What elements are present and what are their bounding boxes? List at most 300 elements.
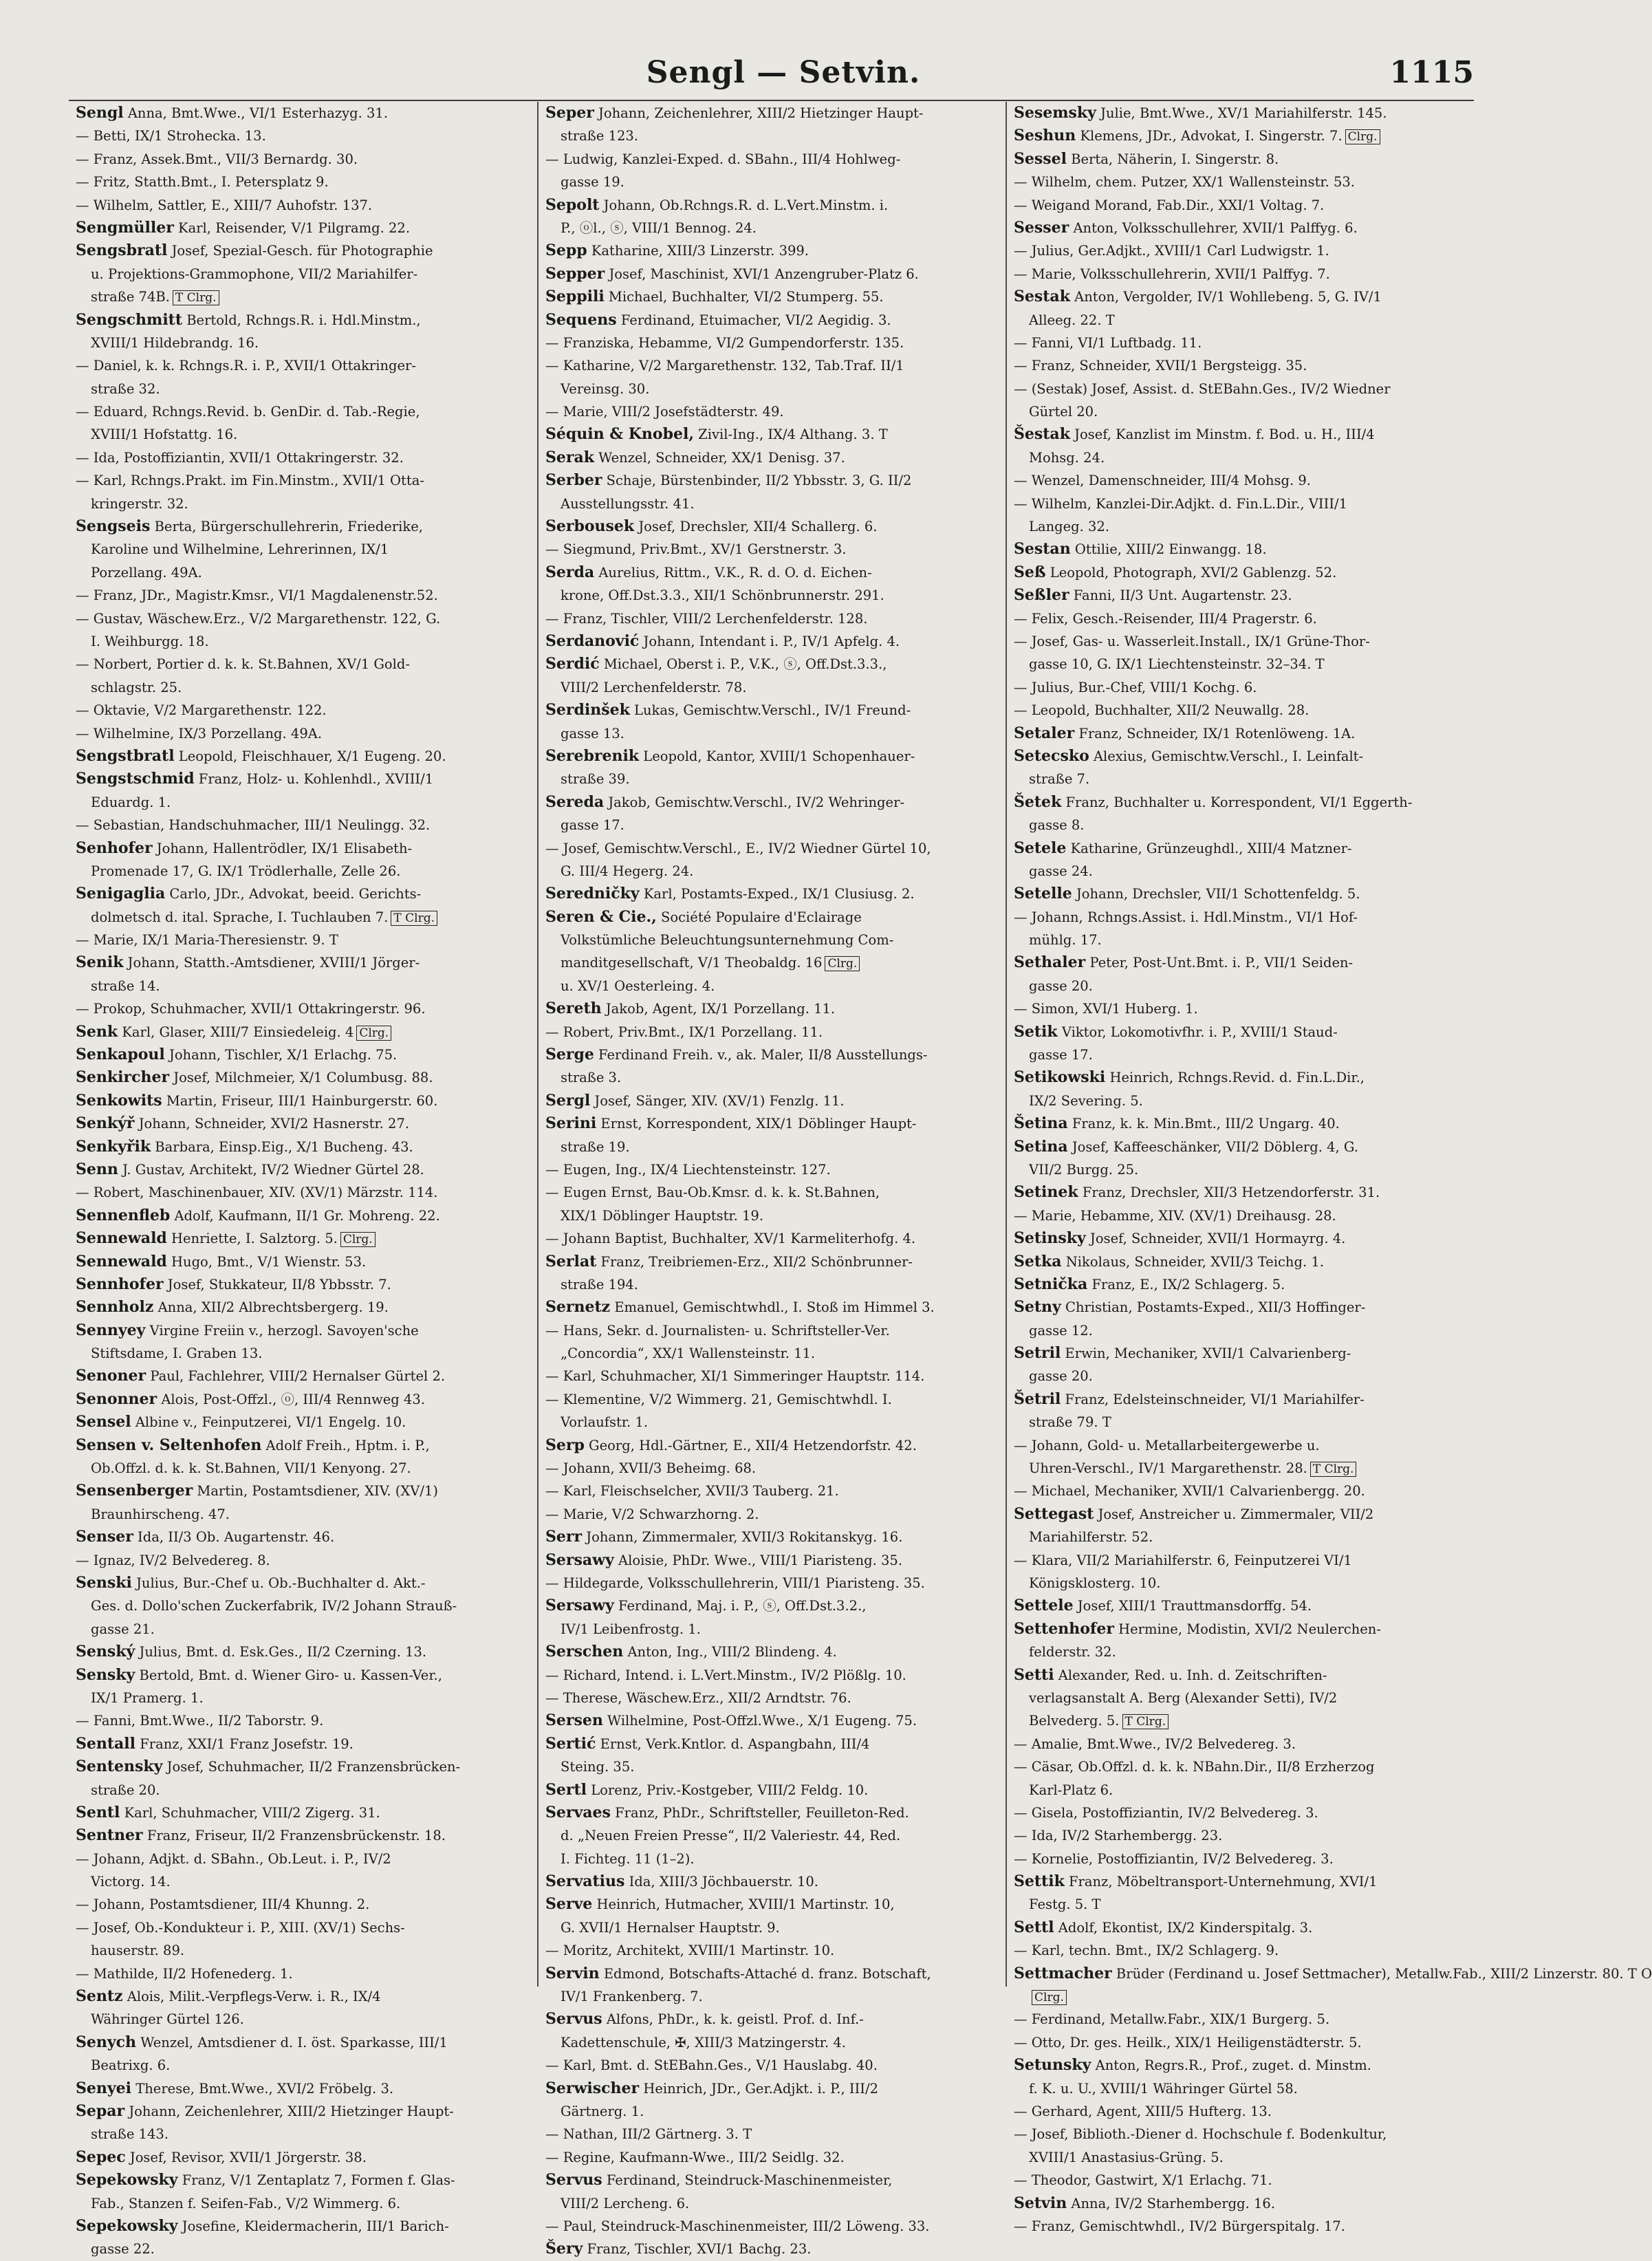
directory-entry bbox=[76, 239, 530, 262]
entry-text: u. Projektions-Grammophone, VII/2 Mariahilfer- bbox=[91, 266, 418, 282]
entry-surname: Setnička bbox=[1014, 1275, 1088, 1293]
entry-text: Alfons, PhDr., k. k. geistl. Prof. d. Inf.- bbox=[602, 2011, 864, 2028]
entry-text: Fanni, II/3 Unt. Augartenstr. 23. bbox=[1069, 587, 1292, 604]
directory-entry bbox=[1014, 125, 1467, 147]
directory-entry bbox=[1014, 217, 1467, 239]
entry-continuation bbox=[76, 791, 530, 814]
sub-entry bbox=[1014, 1848, 1467, 1870]
sub-entry bbox=[545, 607, 999, 630]
entry-text: Anna, XII/2 Albrechtsbergerg. 19. bbox=[153, 1299, 389, 1316]
entry-text: Nikolaus, Schneider, XVII/3 Teichg. 1. bbox=[1061, 1253, 1324, 1270]
entry-text: VIII/2 Lercheng. 6. bbox=[561, 2195, 690, 2211]
entry-surname: Sertić bbox=[545, 1734, 596, 1753]
entry-text: — Franz, Schneider, XVII/1 Bergsteigg. 35. bbox=[1014, 358, 1307, 374]
entry-text: Eduardg. 1. bbox=[91, 794, 171, 810]
entry-continuation bbox=[76, 630, 530, 653]
entry-text: — Julius, Bur.-Chef, VIII/1 Kochg. 6. bbox=[1014, 679, 1257, 695]
entry-surname: Servus bbox=[545, 2171, 602, 2189]
sub-entry bbox=[76, 929, 530, 951]
sub-entry bbox=[545, 354, 999, 377]
sub-entry bbox=[76, 400, 530, 423]
directory-entry bbox=[76, 2215, 530, 2238]
entry-text: IV/1 Leibenfrostg. 1. bbox=[561, 1621, 701, 1637]
entry-continuation bbox=[545, 217, 999, 239]
entry-continuation bbox=[76, 1618, 530, 1641]
sub-entry bbox=[545, 1158, 999, 1181]
entry-continuation bbox=[76, 1503, 530, 1526]
entry-text: J. Gustav, Architekt, IV/2 Wiedner Gürtel 28. bbox=[118, 1161, 424, 1178]
directory-entry bbox=[545, 1709, 999, 1732]
entry-text: Josef, Stukkateur, II/8 Ybbsstr. 7. bbox=[163, 1276, 391, 1292]
entry-surname: Senik bbox=[76, 953, 124, 972]
entry-text: verlagsanstalt A. Berg (Alexander Setti), IV/2 bbox=[1029, 1689, 1338, 1706]
entry-text: gasse 24. bbox=[1029, 863, 1093, 879]
directory-entry bbox=[76, 837, 530, 860]
entry-text: Aloisie, PhDr. Wwe., VIII/1 Piaristeng. 35. bbox=[613, 1552, 903, 1568]
entry-continuation bbox=[1014, 1641, 1467, 1663]
entry-continuation bbox=[1014, 1779, 1467, 1802]
directory-entry bbox=[1014, 1664, 1467, 1687]
entry-text: — Sebastian, Handschuhmacher, III/1 Neulingg. 32. bbox=[76, 817, 431, 834]
entry-surname: Sepolt bbox=[545, 195, 600, 214]
entry-surname: Seshun bbox=[1014, 127, 1076, 145]
entry-surname: Sestak bbox=[1014, 288, 1070, 306]
entry-text: Heinrich, Rchngs.Revid. d. Fin.L.Dir., bbox=[1105, 1070, 1365, 1086]
entry-surname: Sennewald bbox=[76, 1252, 167, 1270]
entry-text: Braunhirscheng. 47. bbox=[91, 1506, 230, 1522]
entry-text: Karl, Postamts-Exped., IX/1 Clusiusg. 2. bbox=[639, 886, 915, 902]
entry-continuation bbox=[545, 1066, 999, 1089]
entry-continuation bbox=[545, 1618, 999, 1641]
entry-text: Josef, Schuhmacher, II/2 Franzensbrücken- bbox=[162, 1759, 461, 1775]
directory-entry bbox=[545, 1733, 999, 1755]
entry-text: — Eduard, Rchngs.Revid. b. GenDir. d. Tab.-Regie, bbox=[76, 404, 420, 420]
directory-entry bbox=[545, 2008, 999, 2031]
entry-text: straße 20. bbox=[91, 1782, 160, 1798]
entry-text: Ottilie, XIII/2 Einwangg. 18. bbox=[1070, 541, 1267, 558]
entry-text: — Wilhelm, Sattler, E., XIII/7 Auhofstr. 137. bbox=[76, 197, 373, 213]
entry-text: felderstr. 32. bbox=[1029, 1644, 1116, 1660]
entry-text: Therese, Bmt.Wwe., XVI/2 Fröbelg. 3. bbox=[131, 2080, 394, 2097]
entry-continuation bbox=[1014, 1365, 1467, 1387]
directory-entry bbox=[1014, 837, 1467, 860]
entry-text: — Prokop, Schuhmacher, XVII/1 Ottakringerstr. 96. bbox=[76, 1001, 426, 1017]
entry-text: — Weigand Morand, Fab.Dir., XXI/1 Voltag. 7. bbox=[1014, 197, 1325, 213]
entry-surname: Serr bbox=[545, 1528, 583, 1546]
entry-surname: Serp bbox=[545, 1436, 585, 1454]
entry-text: — Johann, XVII/3 Beheimg. 68. bbox=[545, 1460, 757, 1477]
directory-entry bbox=[545, 1549, 999, 1572]
sub-entry bbox=[1014, 1204, 1467, 1227]
entry-text: Ob.Offzl. d. k. k. St.Bahnen, VII/1 Kenyong. 27. bbox=[91, 1460, 411, 1477]
sub-entry bbox=[545, 1687, 999, 1709]
entry-continuation bbox=[1014, 2077, 1467, 2100]
entry-text: — Franziska, Hebamme, VI/2 Gumpendorferstr. 135. bbox=[545, 334, 904, 351]
entry-text: — Johann, Gold- u. Metallarbeitergewerbe u. bbox=[1014, 1437, 1320, 1453]
sub-entry bbox=[545, 1227, 999, 1250]
entry-text: — Nathan, III/2 Gärtnerg. 3. T bbox=[545, 2126, 752, 2143]
entry-surname: Serschen bbox=[545, 1643, 624, 1661]
entry-text: — Josef, Gemischtw.Verschl., E., IV/2 Wiedner Gürtel 10, bbox=[545, 840, 931, 856]
entry-text: — Franz, Tischler, VIII/2 Lerchenfelderstr. 128. bbox=[545, 610, 868, 627]
entry-surname: Setunsky bbox=[1014, 2056, 1091, 2075]
entry-text: dolmetsch d. ital. Sprache, I. Tuchlauben 7. bbox=[91, 909, 389, 925]
entry-text: Johann, Tischler, X/1 Erlachg. 75. bbox=[164, 1047, 398, 1063]
entry-text: Henriette, I. Salztorg. 5. bbox=[166, 1231, 338, 1247]
directory-entry bbox=[545, 1434, 999, 1457]
directory-entry bbox=[545, 1893, 999, 1916]
directory-entry bbox=[1014, 1388, 1467, 1411]
directory-entry bbox=[545, 1043, 999, 1066]
entry-text: Festg. 5. T bbox=[1029, 1896, 1101, 1913]
entry-continuation bbox=[76, 1779, 530, 1802]
entry-surname: Senkircher bbox=[76, 1068, 170, 1087]
entry-text: Alois, Milit.-Verpflegs-Verw. i. R., IX/4 bbox=[122, 1989, 381, 2005]
entry-text: G. III/4 Hegerg. 24. bbox=[561, 863, 694, 879]
entry-surname: Sentz bbox=[76, 1987, 123, 2006]
directory-entry bbox=[1014, 883, 1467, 905]
entry-text: Christian, Postamts-Exped., XII/3 Hoffinger- bbox=[1061, 1299, 1366, 1316]
sub-entry bbox=[76, 1962, 530, 1985]
entry-text: — Marie, VIII/2 Josefstädterstr. 49. bbox=[545, 404, 784, 420]
entry-text: Edmond, Botschafts-Attaché d. franz. Botschaft, bbox=[599, 1965, 931, 1982]
entry-text: I. Fichteg. 11 (1–2). bbox=[561, 1850, 695, 1867]
directory-entry bbox=[1014, 1962, 1652, 1985]
entry-continuation bbox=[76, 538, 530, 561]
entry-text: — Simon, XVI/1 Huberg. 1. bbox=[1014, 1001, 1198, 1017]
entry-surname: Sessel bbox=[1014, 149, 1067, 168]
entry-continuation bbox=[1014, 446, 1467, 469]
entry-surname: Sepp bbox=[545, 241, 587, 260]
entry-text: Société Populaire d'Eclairage bbox=[656, 909, 862, 925]
sub-entry bbox=[545, 1503, 999, 1526]
entry-surname: Setecsko bbox=[1014, 746, 1089, 765]
directory-entry bbox=[545, 446, 999, 469]
entry-surname: Serve bbox=[545, 1895, 593, 1914]
page-header bbox=[0, 55, 1567, 103]
directory-entry bbox=[1014, 745, 1467, 768]
entry-text: Lorenz, Priv.-Kostgeber, VIII/2 Feldg. 10. bbox=[587, 1782, 869, 1798]
entry-text: Alois, Post-Offzl., ⓞ, III/4 Rennweg 43. bbox=[157, 1391, 425, 1407]
directory-entry bbox=[545, 2077, 999, 2100]
sub-entry bbox=[76, 1549, 530, 1572]
entry-text: u. XV/1 Oesterleing. 4. bbox=[561, 977, 715, 994]
entry-text: gasse 21. bbox=[91, 1621, 155, 1637]
entry-text: Erwin, Mechaniker, XVII/1 Calvarienberg- bbox=[1061, 1345, 1351, 1362]
entry-text: Alleeg. 22. T bbox=[1029, 312, 1115, 328]
entry-text: — Kornelie, Postoffiziantin, IV/2 Belvedereg. 3. bbox=[1014, 1850, 1334, 1867]
entry-text: Hermine, Modistin, XVI/2 Neulerchen- bbox=[1113, 1621, 1381, 1637]
entry-surname: Sepekowsky bbox=[76, 2216, 178, 2235]
entry-surname: Serge bbox=[545, 1046, 594, 1064]
entry-continuation bbox=[545, 1916, 999, 1939]
entry-text: Adolf, Ekontist, IX/2 Kinderspitalg. 3. bbox=[1054, 1919, 1313, 1936]
entry-text: — Wilhelm, Kanzlei-Dir.Adjkt. d. Fin.L.Dir., VIII/1 bbox=[1014, 495, 1347, 512]
entry-surname: Servin bbox=[545, 1964, 600, 1982]
entry-surname: Sesser bbox=[1014, 218, 1069, 237]
entry-surname: Settl bbox=[1014, 1918, 1054, 1936]
entry-text: — Klara, VII/2 Mariahilferstr. 6, Feinputzerei VI/1 bbox=[1014, 1552, 1352, 1568]
entry-text: Viktor, Lokomotivfhr. i. P., XVIII/1 Staud- bbox=[1057, 1024, 1338, 1040]
entry-surname: Sestan bbox=[1014, 540, 1071, 559]
directory-entry bbox=[545, 1802, 999, 1824]
sub-entry bbox=[545, 1021, 999, 1043]
entry-text: Wenzel, Amtsdiener d. I. öst. Sparkasse, III/1 bbox=[136, 2034, 448, 2051]
entry-surname: Sensel bbox=[76, 1413, 131, 1431]
entry-continuation bbox=[1014, 653, 1467, 675]
entry-text: gasse 19. bbox=[561, 174, 624, 191]
entry-text: Adolf Freih., Hptm. i. P., bbox=[261, 1437, 430, 1453]
entry-text: — Karl, Schuhmacher, XI/1 Simmeringer Hauptstr. 114. bbox=[545, 1368, 925, 1385]
directory-entry bbox=[76, 1296, 530, 1319]
entry-text: Josefine, Kleidermacherin, III/1 Barich- bbox=[177, 2218, 449, 2234]
entry-text: gasse 22. bbox=[91, 2241, 155, 2258]
sub-entry bbox=[76, 814, 530, 836]
entry-text: — Hans, Sekr. d. Journalisten- u. Schriftsteller-Ver. bbox=[545, 1322, 890, 1339]
entry-text: — Ferdinand, Metallw.Fabr., XIX/1 Burgerg. 5. bbox=[1014, 2011, 1330, 2028]
entry-surname: Sennyey bbox=[76, 1321, 146, 1339]
entry-surname: Sepec bbox=[76, 2148, 126, 2166]
entry-text: — Julius, Ger.Adjkt., XVIII/1 Carl Ludwigstr. 1. bbox=[1014, 243, 1329, 259]
directory-entry bbox=[545, 2238, 999, 2260]
clearing-marker: T Clrg. bbox=[391, 911, 437, 926]
entry-continuation bbox=[545, 1273, 999, 1296]
entry-surname: Sersen bbox=[545, 1711, 603, 1730]
entry-text: XVIII/1 Anastasius-Grüng. 5. bbox=[1029, 2149, 1224, 2165]
directory-entry bbox=[76, 2031, 530, 2054]
entry-text: IX/1 Pramerg. 1. bbox=[91, 1689, 204, 1706]
entry-text: — Eugen, Ing., IX/4 Liechtensteinstr. 127. bbox=[545, 1161, 831, 1178]
directory-entry bbox=[545, 653, 999, 675]
entry-text: — Amalie, Bmt.Wwe., IV/2 Belvedereg. 3. bbox=[1014, 1735, 1296, 1752]
entry-continuation bbox=[76, 906, 530, 929]
directory-entry bbox=[1014, 1181, 1467, 1204]
entry-text: Johann, Hallentrödler, IX/1 Elisabeth- bbox=[152, 840, 413, 856]
entry-surname: Setaler bbox=[1014, 724, 1075, 742]
directory-columns bbox=[69, 102, 1652, 2258]
sub-entry bbox=[76, 354, 530, 377]
entry-surname: Servatius bbox=[545, 1872, 625, 1891]
entry-text: straße 74B. bbox=[91, 289, 170, 305]
entry-surname: Sethaler bbox=[1014, 953, 1086, 972]
directory-entry bbox=[1014, 1618, 1467, 1641]
entry-text: Vorlaufstr. 1. bbox=[561, 1414, 649, 1431]
directory-entry bbox=[76, 768, 530, 790]
entry-continuation bbox=[545, 378, 999, 400]
entry-text: Währinger Gürtel 126. bbox=[91, 2011, 244, 2028]
entry-text: — Ludwig, Kanzlei-Exped. d. SBahn., III/4 Hohlweg- bbox=[545, 151, 901, 167]
sub-entry bbox=[1014, 630, 1467, 653]
sub-entry bbox=[1014, 2008, 1467, 2031]
directory-entry bbox=[1014, 285, 1467, 308]
entry-text: Jakob, Gemischtw.Verschl., IV/2 Wehringer- bbox=[604, 794, 904, 810]
entry-continuation bbox=[545, 814, 999, 836]
entry-continuation bbox=[545, 1411, 999, 1434]
entry-text: — Ignaz, IV/2 Belvedereg. 8. bbox=[76, 1552, 270, 1568]
entry-surname: Setti bbox=[1014, 1665, 1054, 1684]
entry-text: Franz, Schneider, IX/1 Rotenlöweng. 1A. bbox=[1074, 725, 1356, 742]
entry-continuation bbox=[76, 423, 530, 446]
entry-continuation bbox=[76, 1342, 530, 1365]
entry-text: Virgine Freiin v., herzogl. Savoyen'sche bbox=[145, 1322, 419, 1339]
entry-surname: Sereth bbox=[545, 999, 602, 1018]
entry-text: Anton, Ing., VIII/2 Blindeng. 4. bbox=[623, 1644, 837, 1660]
directory-entry bbox=[1014, 722, 1467, 745]
entry-text: Ausstellungsstr. 41. bbox=[561, 495, 695, 512]
entry-text: — Norbert, Portier d. k. k. St.Bahnen, XV/1 Gold- bbox=[76, 656, 410, 673]
sub-entry bbox=[1014, 2100, 1467, 2123]
entry-text: Wenzel, Schneider, XX/1 Denisg. 37. bbox=[594, 449, 845, 466]
entry-text: Josef, XIII/1 Trauttmansdorffg. 54. bbox=[1073, 1598, 1312, 1614]
directory-entry bbox=[1014, 1227, 1467, 1250]
entry-text: — Klementine, V/2 Wimmerg. 21, Gemischtwhdl. I. bbox=[545, 1391, 892, 1407]
directory-entry bbox=[1014, 561, 1467, 584]
entry-text: — Gisela, Postoffiziantin, IV/2 Belvedereg. 3. bbox=[1014, 1804, 1318, 1821]
directory-entry bbox=[76, 1572, 530, 1594]
entry-surname: Šery bbox=[545, 2240, 583, 2258]
entry-text: Bertold, Bmt. d. Wiener Giro- u. Kassen-Ver., bbox=[135, 1667, 442, 1683]
directory-entry bbox=[545, 515, 999, 538]
entry-text: Franz, Friseur, II/2 Franzensbrückenstr. 18. bbox=[142, 1828, 446, 1844]
entry-text: straße 14. bbox=[91, 977, 160, 994]
directory-entry bbox=[76, 1802, 530, 1824]
directory-entry bbox=[76, 217, 530, 239]
entry-text: Julie, Bmt.Wwe., XV/1 Mariahilferstr. 145. bbox=[1096, 105, 1387, 121]
entry-text: G. XVII/1 Hernalser Hauptstr. 9. bbox=[561, 1919, 780, 1936]
directory-entry bbox=[76, 745, 530, 768]
entry-text: — Regine, Kaufmann-Wwe., III/2 Seidlg. 32. bbox=[545, 2149, 845, 2165]
entry-text: Ernst, Korrespondent, XIX/1 Döblinger Haupt- bbox=[596, 1116, 917, 1132]
sub-entry bbox=[76, 997, 530, 1020]
entry-text: — Paul, Steindruck-Maschinenmeister, III/2 Löweng. 33. bbox=[545, 2218, 930, 2234]
sub-entry bbox=[1014, 1434, 1467, 1457]
entry-text: IX/2 Severing. 5. bbox=[1029, 1092, 1143, 1109]
entry-text: straße 194. bbox=[561, 1276, 638, 1292]
entry-continuation bbox=[545, 584, 999, 607]
entry-text: gasse 20. bbox=[1029, 1368, 1093, 1385]
entry-text: — Theodor, Gastwirt, X/1 Erlachg. 71. bbox=[1014, 2172, 1272, 2189]
entry-text: XVIII/1 Hofstattg. 16. bbox=[91, 426, 238, 443]
entry-text: VIII/2 Lerchenfelderstr. 78. bbox=[561, 679, 747, 695]
entry-surname: Settele bbox=[1014, 1597, 1074, 1615]
entry-continuation bbox=[1014, 309, 1467, 332]
directory-entry bbox=[76, 2146, 530, 2169]
entry-text: Josef, Sänger, XIV. (XV/1) Fenzlg. 11. bbox=[590, 1092, 845, 1109]
entry-text: — Siegmund, Priv.Bmt., XV/1 Gerstnerstr. 3. bbox=[545, 541, 847, 558]
entry-text: gasse 10, G. IX/1 Liechtensteinstr. 32–34. T bbox=[1029, 656, 1325, 673]
entry-surname: Šestak bbox=[1014, 425, 1070, 444]
entry-text: Franz, Buchhalter u. Korrespondent, VI/1 Eggerth- bbox=[1061, 794, 1413, 810]
entry-text: Ferdinand, Maj. i. P., ⓢ, Off.Dst.3.2., bbox=[613, 1598, 867, 1614]
entry-surname: Setele bbox=[1014, 839, 1067, 857]
entry-text: d. „Neuen Freien Presse“, II/2 Valeriestr. 44, Red. bbox=[561, 1828, 901, 1844]
entry-text: — Mathilde, II/2 Hofenederg. 1. bbox=[76, 1965, 293, 1982]
entry-surname: Senn bbox=[76, 1160, 118, 1178]
sub-entry bbox=[76, 148, 530, 171]
directory-entry bbox=[1014, 1021, 1467, 1043]
entry-surname: Setka bbox=[1014, 1252, 1062, 1270]
entry-surname: Serebrenik bbox=[545, 746, 640, 765]
entry-continuation bbox=[76, 1870, 530, 1893]
entry-text: Johann, Drechsler, VII/1 Schottenfeldg. 5. bbox=[1072, 886, 1360, 902]
entry-text: f. K. u. U., XVIII/1 Währinger Gürtel 58. bbox=[1029, 2080, 1298, 2097]
entry-surname: Sengstbratl bbox=[76, 746, 175, 765]
sub-entry bbox=[1014, 1755, 1467, 1778]
entry-text: mühlg. 17. bbox=[1029, 932, 1102, 949]
directory-entry bbox=[76, 1319, 530, 1342]
entry-text: — Karl, techn. Bmt., IX/2 Schlagerg. 9. bbox=[1014, 1943, 1279, 1959]
entry-surname: Séquin & Knobel, bbox=[545, 425, 694, 444]
entry-continuation bbox=[76, 2054, 530, 2077]
entry-surname: Setny bbox=[1014, 1298, 1061, 1317]
sub-entry bbox=[1014, 1733, 1467, 1755]
entry-text: gasse 17. bbox=[1029, 1047, 1093, 1063]
running-head: Sengl — Setvin. bbox=[646, 55, 921, 90]
directory-entry bbox=[545, 1526, 999, 1548]
entry-continuation bbox=[76, 1594, 530, 1617]
clearing-marker: Clrg. bbox=[825, 956, 860, 971]
entry-text: Aurelius, Rittm., V.K., R. d. O. d. Eichen- bbox=[594, 564, 872, 581]
sub-entry bbox=[1014, 699, 1467, 722]
sub-entry bbox=[76, 194, 530, 217]
sub-entry bbox=[1014, 469, 1467, 492]
entry-text: Porzellang. 49A. bbox=[91, 564, 202, 581]
entry-continuation bbox=[545, 722, 999, 745]
sub-entry bbox=[545, 1388, 999, 1411]
directory-entry bbox=[545, 239, 999, 262]
entry-text: — Johann, Postamtsdiener, III/4 Khunng. 2. bbox=[76, 1896, 370, 1913]
entry-continuation bbox=[1014, 1687, 1467, 1709]
directory-entry bbox=[1014, 2192, 1467, 2215]
sub-entry bbox=[1014, 676, 1467, 699]
directory-entry bbox=[545, 263, 999, 285]
entry-surname: Setelle bbox=[1014, 885, 1072, 903]
clearing-marker: Clrg. bbox=[340, 1232, 376, 1247]
entry-text: straße 39. bbox=[561, 771, 630, 788]
directory-entry bbox=[1014, 1342, 1467, 1365]
directory-entry bbox=[545, 791, 999, 814]
directory-entry bbox=[1014, 1503, 1467, 1526]
directory-entry bbox=[1014, 1870, 1467, 1893]
entry-text: Heinrich, Hutmacher, XVIII/1 Martinstr. 10, bbox=[592, 1896, 895, 1913]
directory-entry bbox=[76, 1365, 530, 1387]
entry-surname: Sensenberger bbox=[76, 1482, 193, 1500]
entry-continuation bbox=[1014, 975, 1467, 997]
entry-text: Franz, V/1 Zentaplatz 7, Formen f. Glas- bbox=[177, 2172, 455, 2189]
directory-entry bbox=[76, 1388, 530, 1411]
entry-text: — Robert, Priv.Bmt., IX/1 Porzellang. 11. bbox=[545, 1024, 823, 1040]
entry-text: straße 123. bbox=[561, 128, 638, 144]
entry-text: IV/1 Frankenberg. 7. bbox=[561, 1989, 703, 2005]
entry-surname: Seren & Cie., bbox=[545, 907, 657, 926]
entry-continuation bbox=[1014, 1709, 1467, 1732]
entry-surname: Servaes bbox=[545, 1803, 611, 1821]
sub-entry bbox=[1014, 263, 1467, 285]
entry-text: Johann, Zeichenlehrer, XIII/2 Hietzinger Haupt- bbox=[124, 2103, 454, 2119]
entry-text: Anton, Volksschullehrer, XVII/1 Palffyg. 6. bbox=[1069, 219, 1358, 236]
entry-text: gasse 17. bbox=[561, 817, 624, 834]
column-1 bbox=[69, 102, 537, 2258]
entry-text: Ferdinand, Etuimacher, VI/2 Aegidig. 3. bbox=[616, 312, 891, 328]
entry-text: — Richard, Intend. i. L.Vert.Minstm., IV/2 Plößlg. 10. bbox=[545, 1667, 906, 1683]
entry-surname: Sersawy bbox=[545, 1550, 614, 1569]
entry-continuation bbox=[545, 676, 999, 699]
entry-continuation bbox=[1014, 1319, 1467, 1342]
entry-surname: Setvin bbox=[1014, 2194, 1067, 2212]
directory-entry bbox=[76, 1273, 530, 1296]
directory-entry bbox=[545, 423, 999, 446]
entry-text: Josef, Anstreicher u. Zimmermaler, VII/2 bbox=[1094, 1506, 1374, 1522]
